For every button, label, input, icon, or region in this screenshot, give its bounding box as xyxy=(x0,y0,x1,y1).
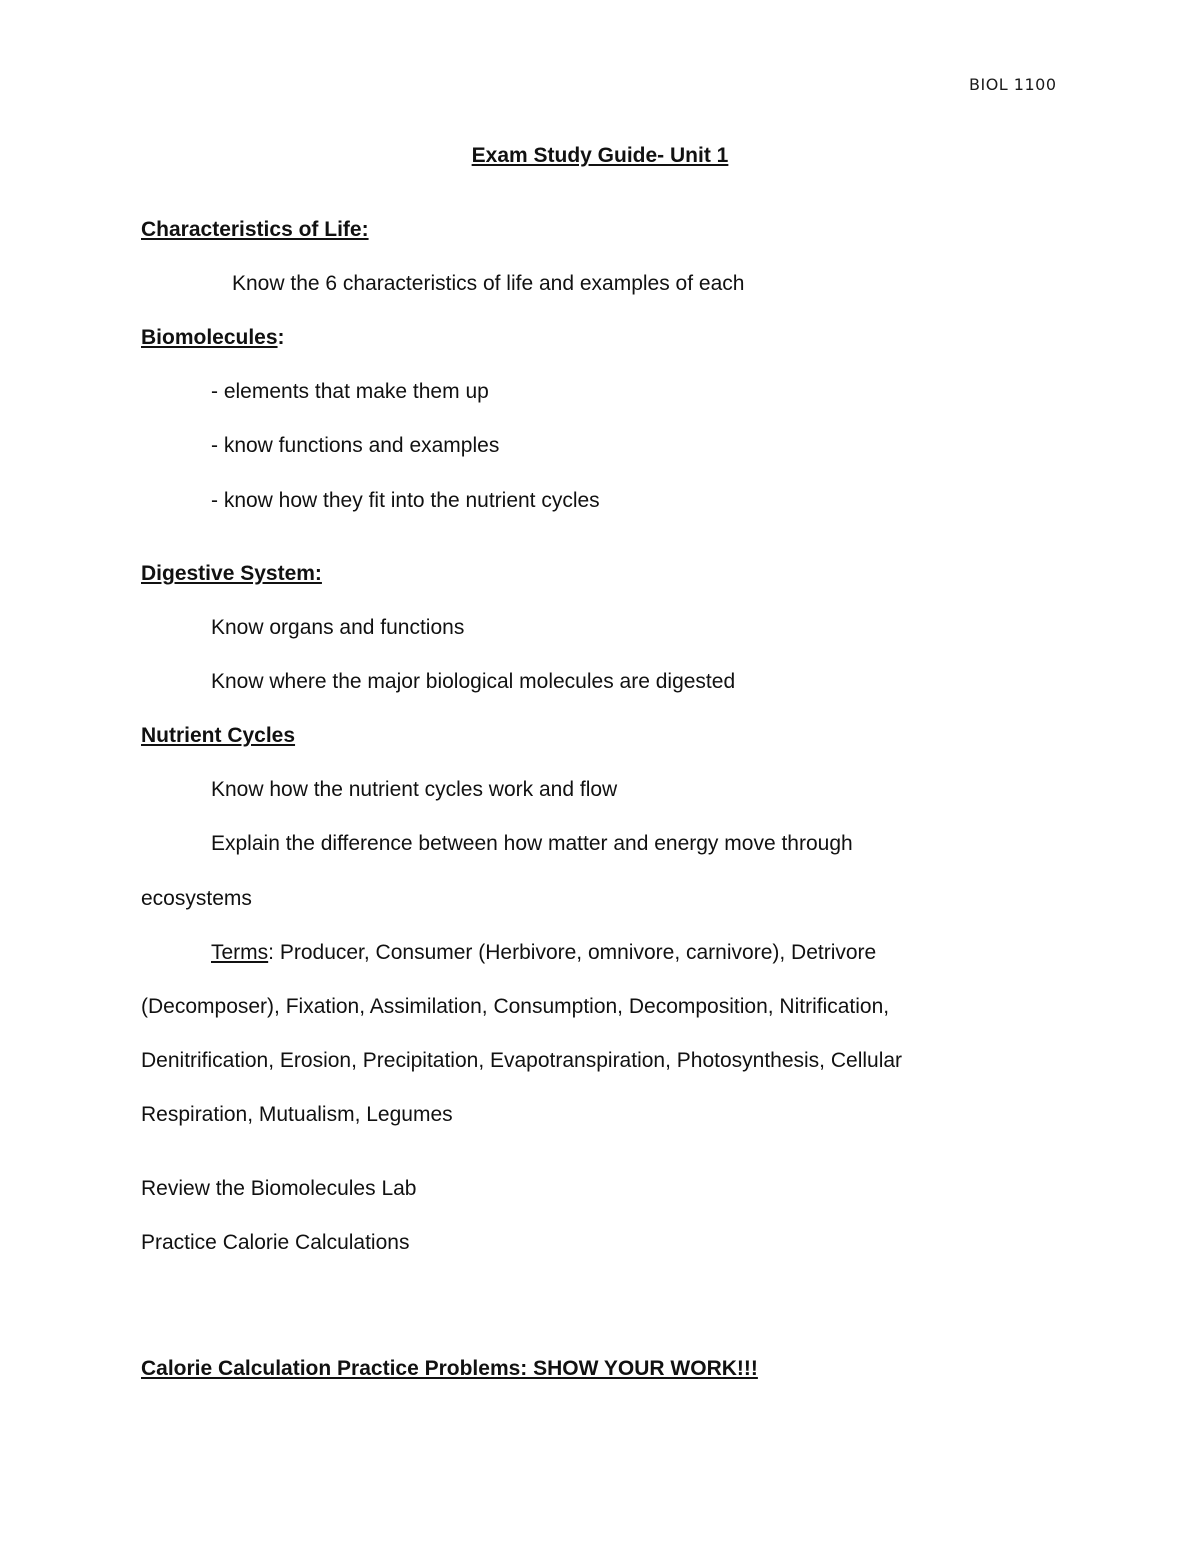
section-heading-practice-problems: Calorie Calculation Practice Problems: SHOW YOUR WORK!!! xyxy=(141,1357,758,1380)
digestive-item: Know where the major biological molecules are digested xyxy=(211,670,736,693)
review-line: Practice Calorie Calculations xyxy=(141,1231,410,1254)
biomolecules-heading-colon: : xyxy=(277,326,285,349)
nutrient-line-continued: ecosystems xyxy=(141,887,252,910)
nutrient-line: Know how the nutrient cycles work and flow xyxy=(211,778,618,801)
digestive-item: Know organs and functions xyxy=(211,616,465,639)
terms-line: Respiration, Mutualism, Legumes xyxy=(141,1103,453,1126)
biomolecules-item: - know how they fit into the nutrient cycles xyxy=(211,489,600,512)
terms-line xyxy=(211,940,876,966)
biomolecules-item: - elements that make them up xyxy=(211,380,489,403)
terms-line: Denitrification, Erosion, Precipitation, Evapotranspiration, Photosynthesis, Cellular xyxy=(141,1049,903,1072)
section-heading-nutrient-cycles: Nutrient Cycles xyxy=(141,724,296,747)
section-heading-biomolecules xyxy=(141,325,285,351)
section-heading-characteristics: Characteristics of Life: xyxy=(141,218,369,241)
characteristics-line: Know the 6 characteristics of life and examples of each xyxy=(232,272,745,295)
review-line: Review the Biomolecules Lab xyxy=(141,1177,417,1200)
section-heading-digestive: Digestive System: xyxy=(141,562,322,585)
course-header: BIOL 1100 xyxy=(969,75,1057,94)
terms-text: : Producer, Consumer (Herbivore, omnivore, carnivore), Detrivore xyxy=(268,941,877,964)
biomolecules-heading-text: Biomolecules xyxy=(141,326,278,349)
terms-label: Terms xyxy=(211,941,269,964)
terms-line: (Decomposer), Fixation, Assimilation, Consumption, Decomposition, Nitrification, xyxy=(141,995,890,1018)
nutrient-line: Explain the difference between how matter and energy move through xyxy=(211,832,853,855)
page-title: Exam Study Guide- Unit 1 xyxy=(471,144,729,167)
biomolecules-item: - know functions and examples xyxy=(211,434,500,457)
